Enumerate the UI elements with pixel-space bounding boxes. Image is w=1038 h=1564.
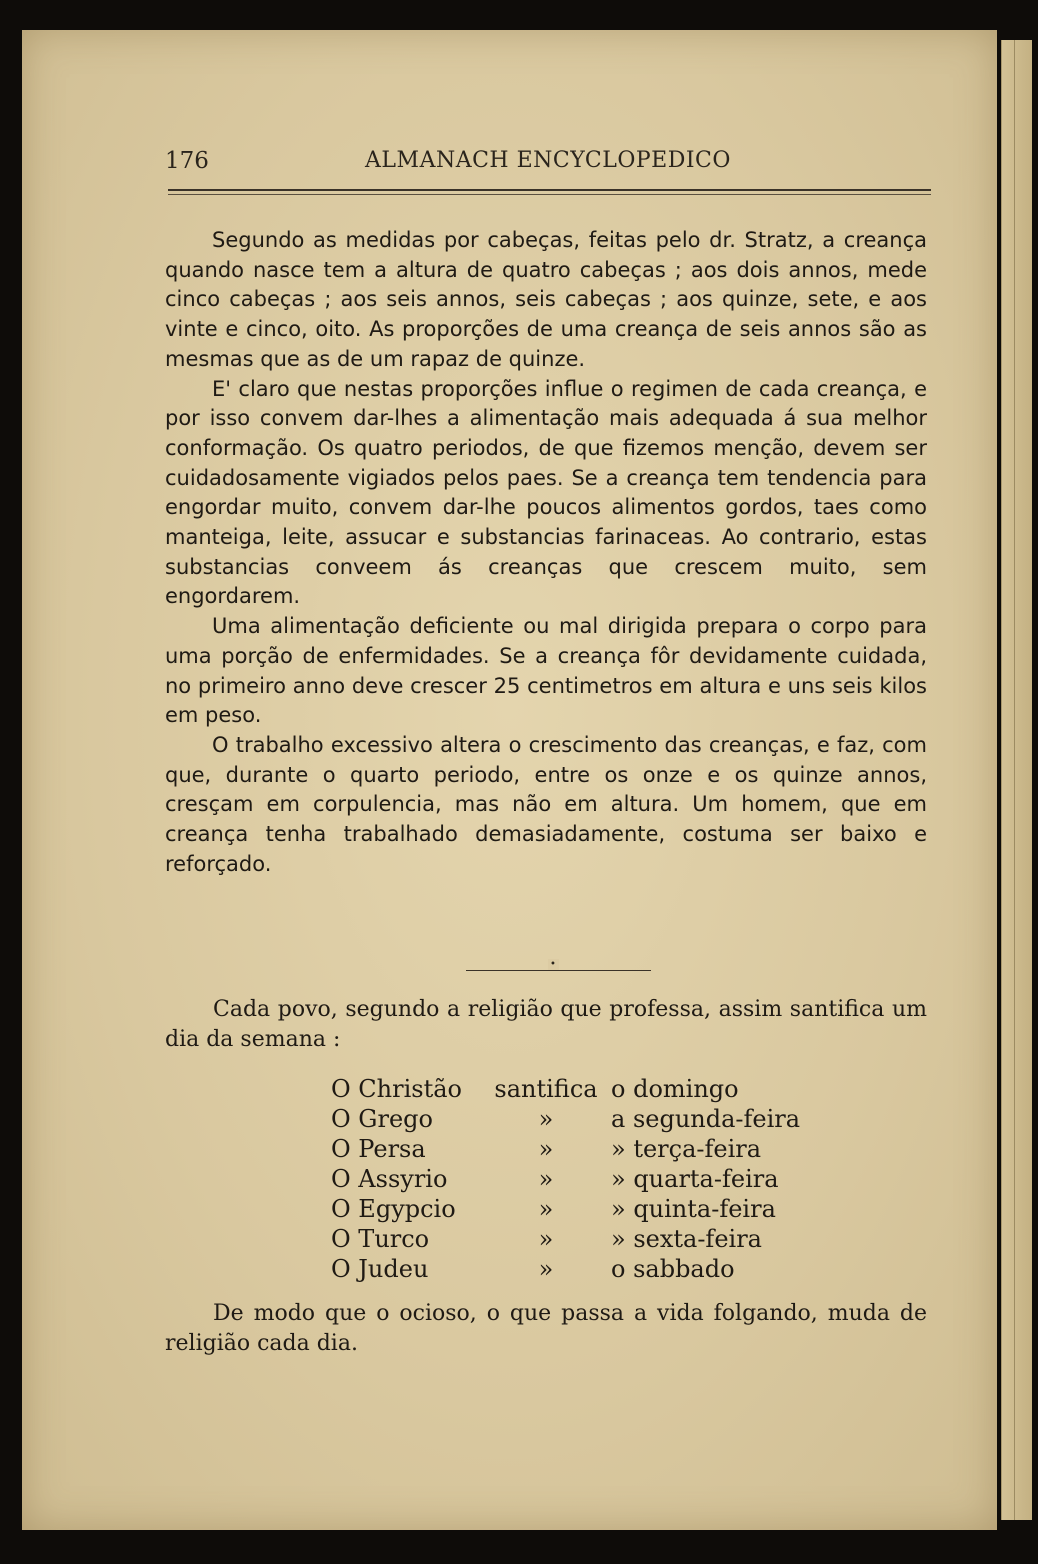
article-body <box>165 226 927 879</box>
people-cell: O Egypcio <box>331 1195 456 1223</box>
page-header <box>165 148 931 178</box>
paragraph: E' claro que nestas proporções influe o regimen de cada creança, e por isso convem dar-lhes a alimentação mais adequada á sua melhor conformação. Os quatro periodos, de que fizemos menção, devem ser cuidadosamente vigiados pelos paes. Se a creança tem tendencia para engordar muito, convem dar-lhe poucos alimentos gordos, taes como manteiga, leite, assucar e substancias farinaceas. Ao contrario, estas substancias conveem ás creanças que crescem muito, sem engordarem. <box>165 376 927 609</box>
day-cell: o domingo <box>611 1075 739 1103</box>
paragraph: O trabalho excessivo altera o crescimento das creanças, e faz, com que, durante o quarto periodo, entre os onze e os quinze annos, cresçam em corpulencia, mas não em altura. Um homem, que em creança tenha trabalhado demasiadamente, costuma ser baixo e reforçado. <box>165 732 927 876</box>
people-cell: O Persa <box>331 1135 426 1163</box>
verb-cell: » <box>538 1105 554 1133</box>
people-cell: O Judeu <box>331 1255 429 1283</box>
people-cell: O Assyrio <box>331 1165 448 1193</box>
verb-cell: » <box>538 1225 554 1253</box>
running-title: ALMANACH ENCYCLOPEDICO <box>365 148 731 173</box>
separator-ornament: • <box>550 959 557 970</box>
people-cell: O Grego <box>331 1105 433 1133</box>
day-cell: o sabbado <box>611 1255 735 1283</box>
table-row <box>331 1074 811 1104</box>
weekday-section <box>165 995 927 1054</box>
closing-remark <box>165 1299 927 1358</box>
table-row <box>331 1164 811 1194</box>
verb-cell: » <box>538 1165 554 1193</box>
day-cell: a segunda-feira <box>611 1105 801 1133</box>
section-intro: Cada povo, segundo a religião que professa, assim santifica um dia da semana : <box>165 997 927 1052</box>
table-row <box>331 1194 811 1224</box>
verb-cell: » <box>538 1195 554 1223</box>
page-number: 176 <box>165 148 209 174</box>
people-cell: O Turco <box>331 1225 430 1253</box>
closing-paragraph: De modo que o ocioso, o que passa a vida folgando, muda de religião cada dia. <box>165 1301 927 1356</box>
weekday-table <box>331 1074 811 1284</box>
verb-cell: » <box>538 1255 554 1283</box>
table-row <box>331 1104 811 1134</box>
day-cell: » quarta-feira <box>611 1165 779 1193</box>
table-row <box>331 1224 811 1254</box>
header-rule <box>168 189 931 191</box>
paragraph: Uma alimentação deficiente ou mal dirigida prepara o corpo para uma porção de enfermidades. Se a creança fôr devidamente cuidada, no primeiro anno deve crescer 25 centimetros em altura e uns seis kilos em peso. <box>165 614 927 728</box>
day-cell: » terça-feira <box>611 1135 762 1163</box>
table-row <box>331 1134 811 1164</box>
verb-cell: » <box>538 1135 554 1163</box>
verb-cell: santifica <box>494 1075 598 1103</box>
paragraph: Segundo as medidas por cabeças, feitas pelo dr. Stratz, a creança quando nasce tem a altura de quatro cabeças ; aos dois annos, mede cinco cabeças ; aos seis annos, seis cabeças ; aos quinze, sete, e aos vinte e cinco, oito. As proporções de uma creança de seis annos são as mesmas que as de um rapaz de quinze. <box>165 228 927 371</box>
day-cell: » quinta-feira <box>611 1195 776 1223</box>
next-page-edge <box>1001 40 1032 1520</box>
people-cell: O Christão <box>331 1075 462 1103</box>
table-row <box>331 1254 811 1284</box>
day-cell: » sexta-feira <box>611 1225 762 1253</box>
section-separator <box>466 959 651 976</box>
header-rule-thin <box>168 194 931 195</box>
